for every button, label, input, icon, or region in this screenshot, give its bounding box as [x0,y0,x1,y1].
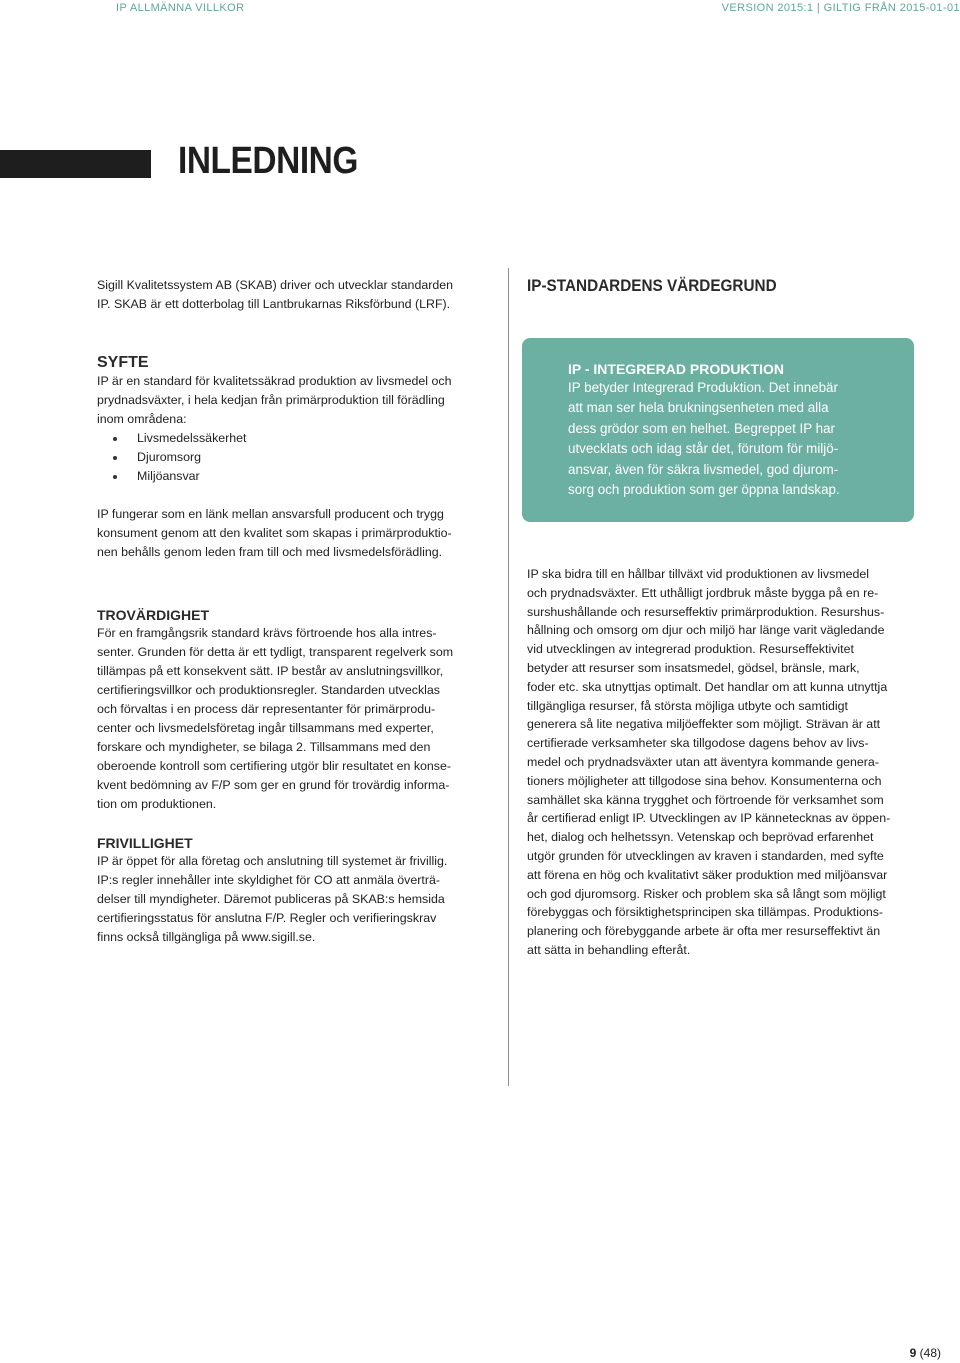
list-item: Miljöansvar [113,467,497,486]
frivillighet-paragraph: IP är öppet för alla företag och anslutning till systemet är frivillig. IP:s regler innehåller inte skyldighet för CO att anmäla överträ- delser till myndigheter. Däremot publiceras på SKAB:s hemsida certifieringsstatus för anslutna F/P. Regler och verifieringskrav finns också tillgängliga på www.sigill.se. [97,854,448,944]
running-header-right: VERSION 2015:1 | GILTIG FRÅN 2015-01-01 [721,2,960,14]
title-bar-decoration [0,150,151,178]
syfte-bullet-list [97,429,497,486]
right-column-text: IP ska bidra till en hållbar tillväxt vid produktionen av livsmedel och prydnadsväxter. Ett uthålligt jordbruk måste bygga på en re- surshushållande och resurseffektiv primärproduktion. Resurshus- hållning och omsorg om djur och miljö har länge varit vägledande vid utvecklingen av integrerad produktion. Resurseffektivitet betyder att resurser som insatsmedel, gödsel, bränsle, mark, foder etc. ska utnyttjas optimalt. Det handlar om att kunna utnyttja tillgängliga resurser, få största möjliga utbyte och samtidigt generera så lite negativa miljöeffekter som möjligt. Strävan är att certifierade verksamheter ska tillgodose dagens behov av livs- medel och prydnadsväxter utan att äventyra kommande genera- tioners möjligheter att tillgodose sina behov. Konsumenterna och samhället ska känna trygghet och förtroende för verksamhet som år certifierad enligt IP. Utvecklingen av IP kännetecknas av öppen- het, dialog och helhetssyn. Vetenskap och beprövad erfarenhet utgör grunden för utvecklingen av kraven i standarden, med syfte att förena en hög och kvalitativt säker produktion med miljöansvar och god djuromsorg. Risker och problem ska så långt som möjligt förebyggas och försiktighetsprincipen ska tillämpas. Produktions- planering och förebyggande arbete är ofta mer resurseffektivt än att sätta in behandling efteråt. [527,567,891,957]
trovardighet-heading: TROVÄRDIGHET [97,607,209,623]
page-number-total: (48) [919,1346,941,1360]
page-title: INLEDNING [178,140,358,182]
column-divider [508,268,509,1086]
syfte-paragraph-1: IP är en standard för kvalitetssäkrad produktion av livsmedel och prydnadsväxter, i hela kedjan från primärproduktion till förädling inom områdena: [97,374,452,426]
trovardighet-paragraph: För en framgångsrik standard krävs förtroende hos alla intres- senter. Grunden för detta är ett tydligt, transparent regelverk som tillämpas på ett konsekvent sätt. IP består av anslutningsvillkor, certifieringsvillkor och produktionsregler. Standarden utvecklas och förvaltas i en process där representanter för primärprodu- center och livsmedelsföretag ingår tillsammans med experter, forskare och myndigheter, se bilaga 2. Tillsammans med den oberoende kontroll som certifiering utgör blir resultatet en konse- kvent bedömning av F/P som ger en grund för trovärdig informa- tion om produktionen. [97,626,454,811]
list-item: Livsmedelssäkerhet [113,429,497,448]
syfte-paragraph-2: IP fungerar som en länk mellan ansvarsfull producent och trygg konsument genom att den kvalitet som skapas i primärproduktio- nen behålls genom leden fram till och med livsmedelsförädling. [97,507,452,559]
callout-heading: IP - INTEGRERAD PRODUKTION [568,361,784,377]
syfte-heading: SYFTE [97,354,149,371]
page-number [910,1346,941,1360]
section-frivillighet [97,834,492,947]
list-item: Djuromsorg [113,448,497,467]
page-number-current: 9 [909,1346,917,1360]
right-column-heading: IP-STANDARDENS VÄRDEGRUND [527,276,777,295]
callout-box-integrerad-produktion [522,338,914,522]
intro-paragraph [97,276,497,313]
intro-text: Sigill Kvalitetssystem AB (SKAB) driver och utvecklar standarden IP. SKAB är ett dotterbolag till Lantbrukarnas Riksförbund (LRF). [97,278,454,311]
section-trovardighet [97,606,492,814]
right-column-paragraph [527,565,922,960]
frivillighet-heading: FRIVILLIGHET [97,835,193,851]
running-header-left: IP ALLMÄNNA VILLKOR [116,2,245,14]
section-syfte [97,354,497,562]
callout-text: IP betyder Integrerad Produktion. Det innebär att man ser hela brukningsenheten med alla dess grödor som en helhet. Begreppet IP har utvecklats och idag står det, förutom för miljö- ansvar, även för säkra livsmedel, god djurom- sorg och produktion som ger öppna landskap. [568,380,840,498]
